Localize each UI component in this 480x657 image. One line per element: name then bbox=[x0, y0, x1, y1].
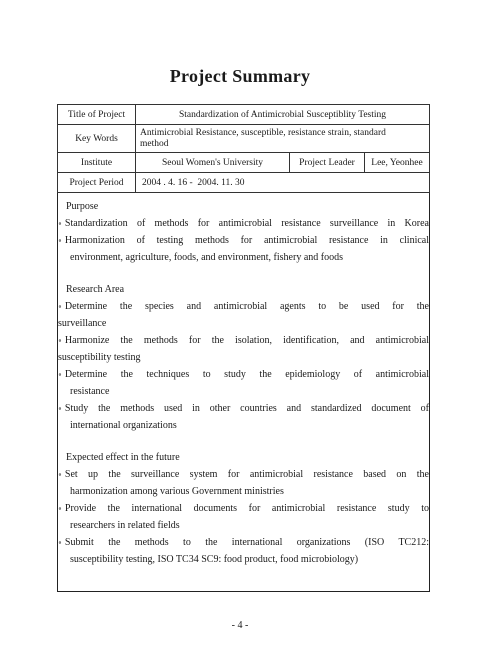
bullet-icon: ∘ bbox=[58, 470, 62, 479]
bullet-icon: ∘ bbox=[58, 219, 62, 228]
effect-item-text: Submit the methods to the international organizations (ISO TC212: bbox=[64, 537, 429, 548]
research-item-text: Determine the species and antimicrobial agents to be used for the bbox=[64, 301, 429, 312]
research-item-continuation: susceptibility testing bbox=[58, 352, 141, 363]
title-of-project-label: Title of Project bbox=[58, 105, 136, 125]
bullet-icon: ∘ bbox=[58, 336, 62, 345]
research-item bbox=[58, 366, 429, 383]
key-words-label: Key Words bbox=[58, 125, 136, 153]
research-item bbox=[58, 298, 429, 315]
bullet-icon: ∘ bbox=[58, 504, 62, 513]
research-item-text: Study the methods used in other countries and standardized document of bbox=[64, 403, 429, 414]
table-row bbox=[58, 125, 430, 153]
effect-item bbox=[58, 534, 429, 551]
summary-content bbox=[58, 198, 429, 568]
research-item-continuation: resistance bbox=[70, 386, 110, 397]
purpose-heading: Purpose bbox=[66, 201, 99, 212]
research-item-text: Determine the techniques to study the epidemiology of antimicrobial bbox=[64, 369, 429, 380]
page-title: Project Summary bbox=[169, 66, 311, 86]
table-row bbox=[58, 105, 430, 125]
project-period-value: 2004 . 4. 16 - 2004. 11. 30 bbox=[136, 173, 430, 193]
bullet-icon: ∘ bbox=[58, 404, 62, 413]
effect-item-continuation: susceptibility testing, ISO TC34 SC9: food product, food microbiology) bbox=[70, 554, 359, 565]
research-item-continuation: surveillance bbox=[58, 318, 107, 329]
research-heading: Research Area bbox=[66, 284, 125, 295]
table-row bbox=[58, 173, 430, 193]
research-item-text: Harmonize the methods for the isolation, identification, and antimicrobial bbox=[64, 335, 429, 346]
research-item-continuation: international organizations bbox=[70, 420, 177, 431]
bullet-icon: ∘ bbox=[58, 236, 62, 245]
effect-item-text: Set up the surveillance system for antimicrobial resistance based on the bbox=[64, 469, 429, 480]
project-period-label: Project Period bbox=[58, 173, 136, 193]
effect-item bbox=[58, 500, 429, 517]
page-number: - 4 - bbox=[231, 620, 249, 631]
bullet-icon: ∘ bbox=[58, 302, 62, 311]
bullet-icon: ∘ bbox=[58, 370, 62, 379]
research-item bbox=[58, 332, 429, 349]
project-leader-label: Project Leader bbox=[290, 153, 365, 173]
effect-item bbox=[58, 466, 429, 483]
purpose-item-continuation: environment, agriculture, foods, and environment, fishery and foods bbox=[70, 252, 343, 263]
effect-item-text: Provide the international documents for antimicrobial resistance study to bbox=[64, 503, 429, 514]
purpose-item-text: Harmonization of testing methods for antimicrobial resistance in clinical bbox=[64, 235, 429, 246]
table-row bbox=[58, 153, 430, 173]
key-words-value bbox=[136, 125, 430, 153]
purpose-item bbox=[58, 215, 429, 232]
effect-heading: Expected effect in the future bbox=[66, 452, 180, 463]
bullet-icon: ∘ bbox=[58, 538, 62, 547]
institute-value: Seoul Women's University bbox=[136, 153, 290, 173]
key-words-line: Antimicrobial Resistance, susceptible, resistance strain, standard bbox=[140, 127, 386, 138]
effect-item-continuation: harmonization among various Government ministries bbox=[70, 486, 284, 497]
project-info-table bbox=[57, 104, 430, 193]
purpose-item-text: Standardization of methods for antimicrobial resistance surveillance in Korea bbox=[64, 218, 429, 229]
institute-label: Institute bbox=[58, 153, 136, 173]
key-words-line: method bbox=[140, 138, 169, 149]
project-leader-value: Lee, Yeonhee bbox=[365, 153, 430, 173]
research-item bbox=[58, 400, 429, 417]
title-of-project-value: Standardization of Antimicrobial Susceptiblity Testing bbox=[136, 105, 430, 125]
effect-item-continuation: researchers in related fields bbox=[70, 520, 180, 531]
purpose-item bbox=[58, 232, 429, 249]
